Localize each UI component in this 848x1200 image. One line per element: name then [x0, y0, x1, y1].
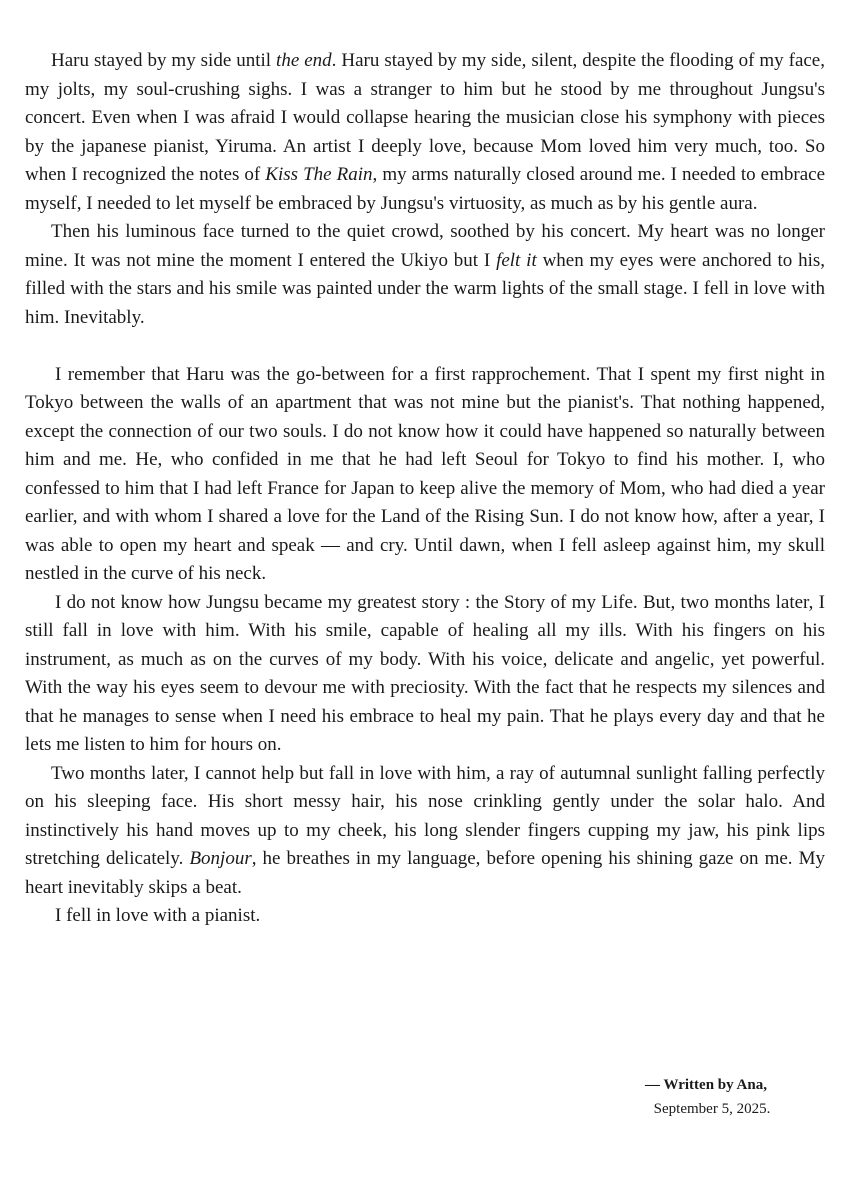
- paragraph: [25, 361, 825, 589]
- text-run: I fell in love with a pianist.: [55, 905, 261, 926]
- signature-date: September 5, 2025.: [653, 1101, 771, 1117]
- paragraph: [25, 47, 825, 218]
- story-body: [25, 47, 825, 931]
- text-run: . Haru stayed by my side, silent, despite the flooding of my face, my jolts, my soul-crushing sighs. I was a stranger to him but he stood by me throughout Jungsu's concert. Even when I was afraid I would collapse hearing the musician close his symphony with pieces by the japanese pianist, Yiruma. An artist I deeply love, because Mom loved him very much, too. So when I recognized the notes of: [25, 50, 825, 185]
- author-signature: — Written by Ana,: [645, 1077, 767, 1093]
- italic-phrase: the end: [276, 50, 332, 71]
- paragraph: [25, 218, 825, 332]
- text-run: when my eyes were anchored to his, filled with the stars and his smile was painted under the warm lights of the small stage. I fell in love with him. Inevitably.: [25, 249, 826, 328]
- paragraph: [25, 902, 825, 931]
- italic-phrase: felt it: [496, 249, 537, 271]
- text-run: I do not know how Jungsu became my greatest story : the Story of my Life. But, two months later, I still fall in love with him. With his smile, capable of healing all my ills. With his fingers on his instrument, as much as on the curves of my body. With his voice, delicate and angelic, yet powerful. With the way his eyes seem to devour me with preciosity. With the fact that he respects my silences and that he manages to sense when I need his embrace to heal my pain. That he plays every day and that he lets me listen to him for hours on.: [25, 591, 825, 755]
- paragraph: [25, 760, 825, 903]
- text-run: Haru stayed by my side until: [51, 50, 277, 71]
- paragraph: [25, 589, 825, 760]
- text-run: , he breathes in my language, before opening his shining gaze on me. My heart inevitably skips a beat.: [25, 848, 825, 898]
- italic-phrase: Bonjour: [189, 848, 252, 869]
- text-run: I remember that Haru was the go-between for a first rapprochement. That I spent my first night in Tokyo between the walls of an apartment that was not mine but the pianist's. That nothing happened, except the connection of our two souls. I do not know how it could have happened so naturally between him and me. He, who confided in me that he had left Seoul for Tokyo to find his mother. I, who confessed to him that I had left France for Japan to keep alive the memory of Mom, who had died a year earlier, and with whom I shared a love for the Land of the Rising Sun. I do not know how, after a year, I was able to open my heart and speak — and cry. Until dawn, when I fell asleep against him, my skull nestled in the curve of his neck.: [25, 363, 825, 584]
- text-run: , my arms naturally closed around me. I needed to embrace myself, I needed to let myself be embraced by Jungsu's virtuosity, as much as by his gentle aura.: [25, 164, 826, 214]
- italic-phrase: Kiss The Rain: [265, 164, 373, 185]
- paragraph-gap: [25, 332, 825, 361]
- text-run: Then his luminous face turned to the quiet crowd, soothed by his concert. My heart was no longer mine. It was not mine the moment I entered the Ukiyo but I: [25, 221, 825, 271]
- text-run: Two months later, I cannot help but fall in love with him, a ray of autumnal sunlight falling perfectly on his sleeping face. His short messy hair, his nose crinkling gently under the solar halo. And instinctively his hand moves up to my cheek, his long slender fingers cupping my jaw, his pink lips stretching delicately.: [25, 762, 825, 869]
